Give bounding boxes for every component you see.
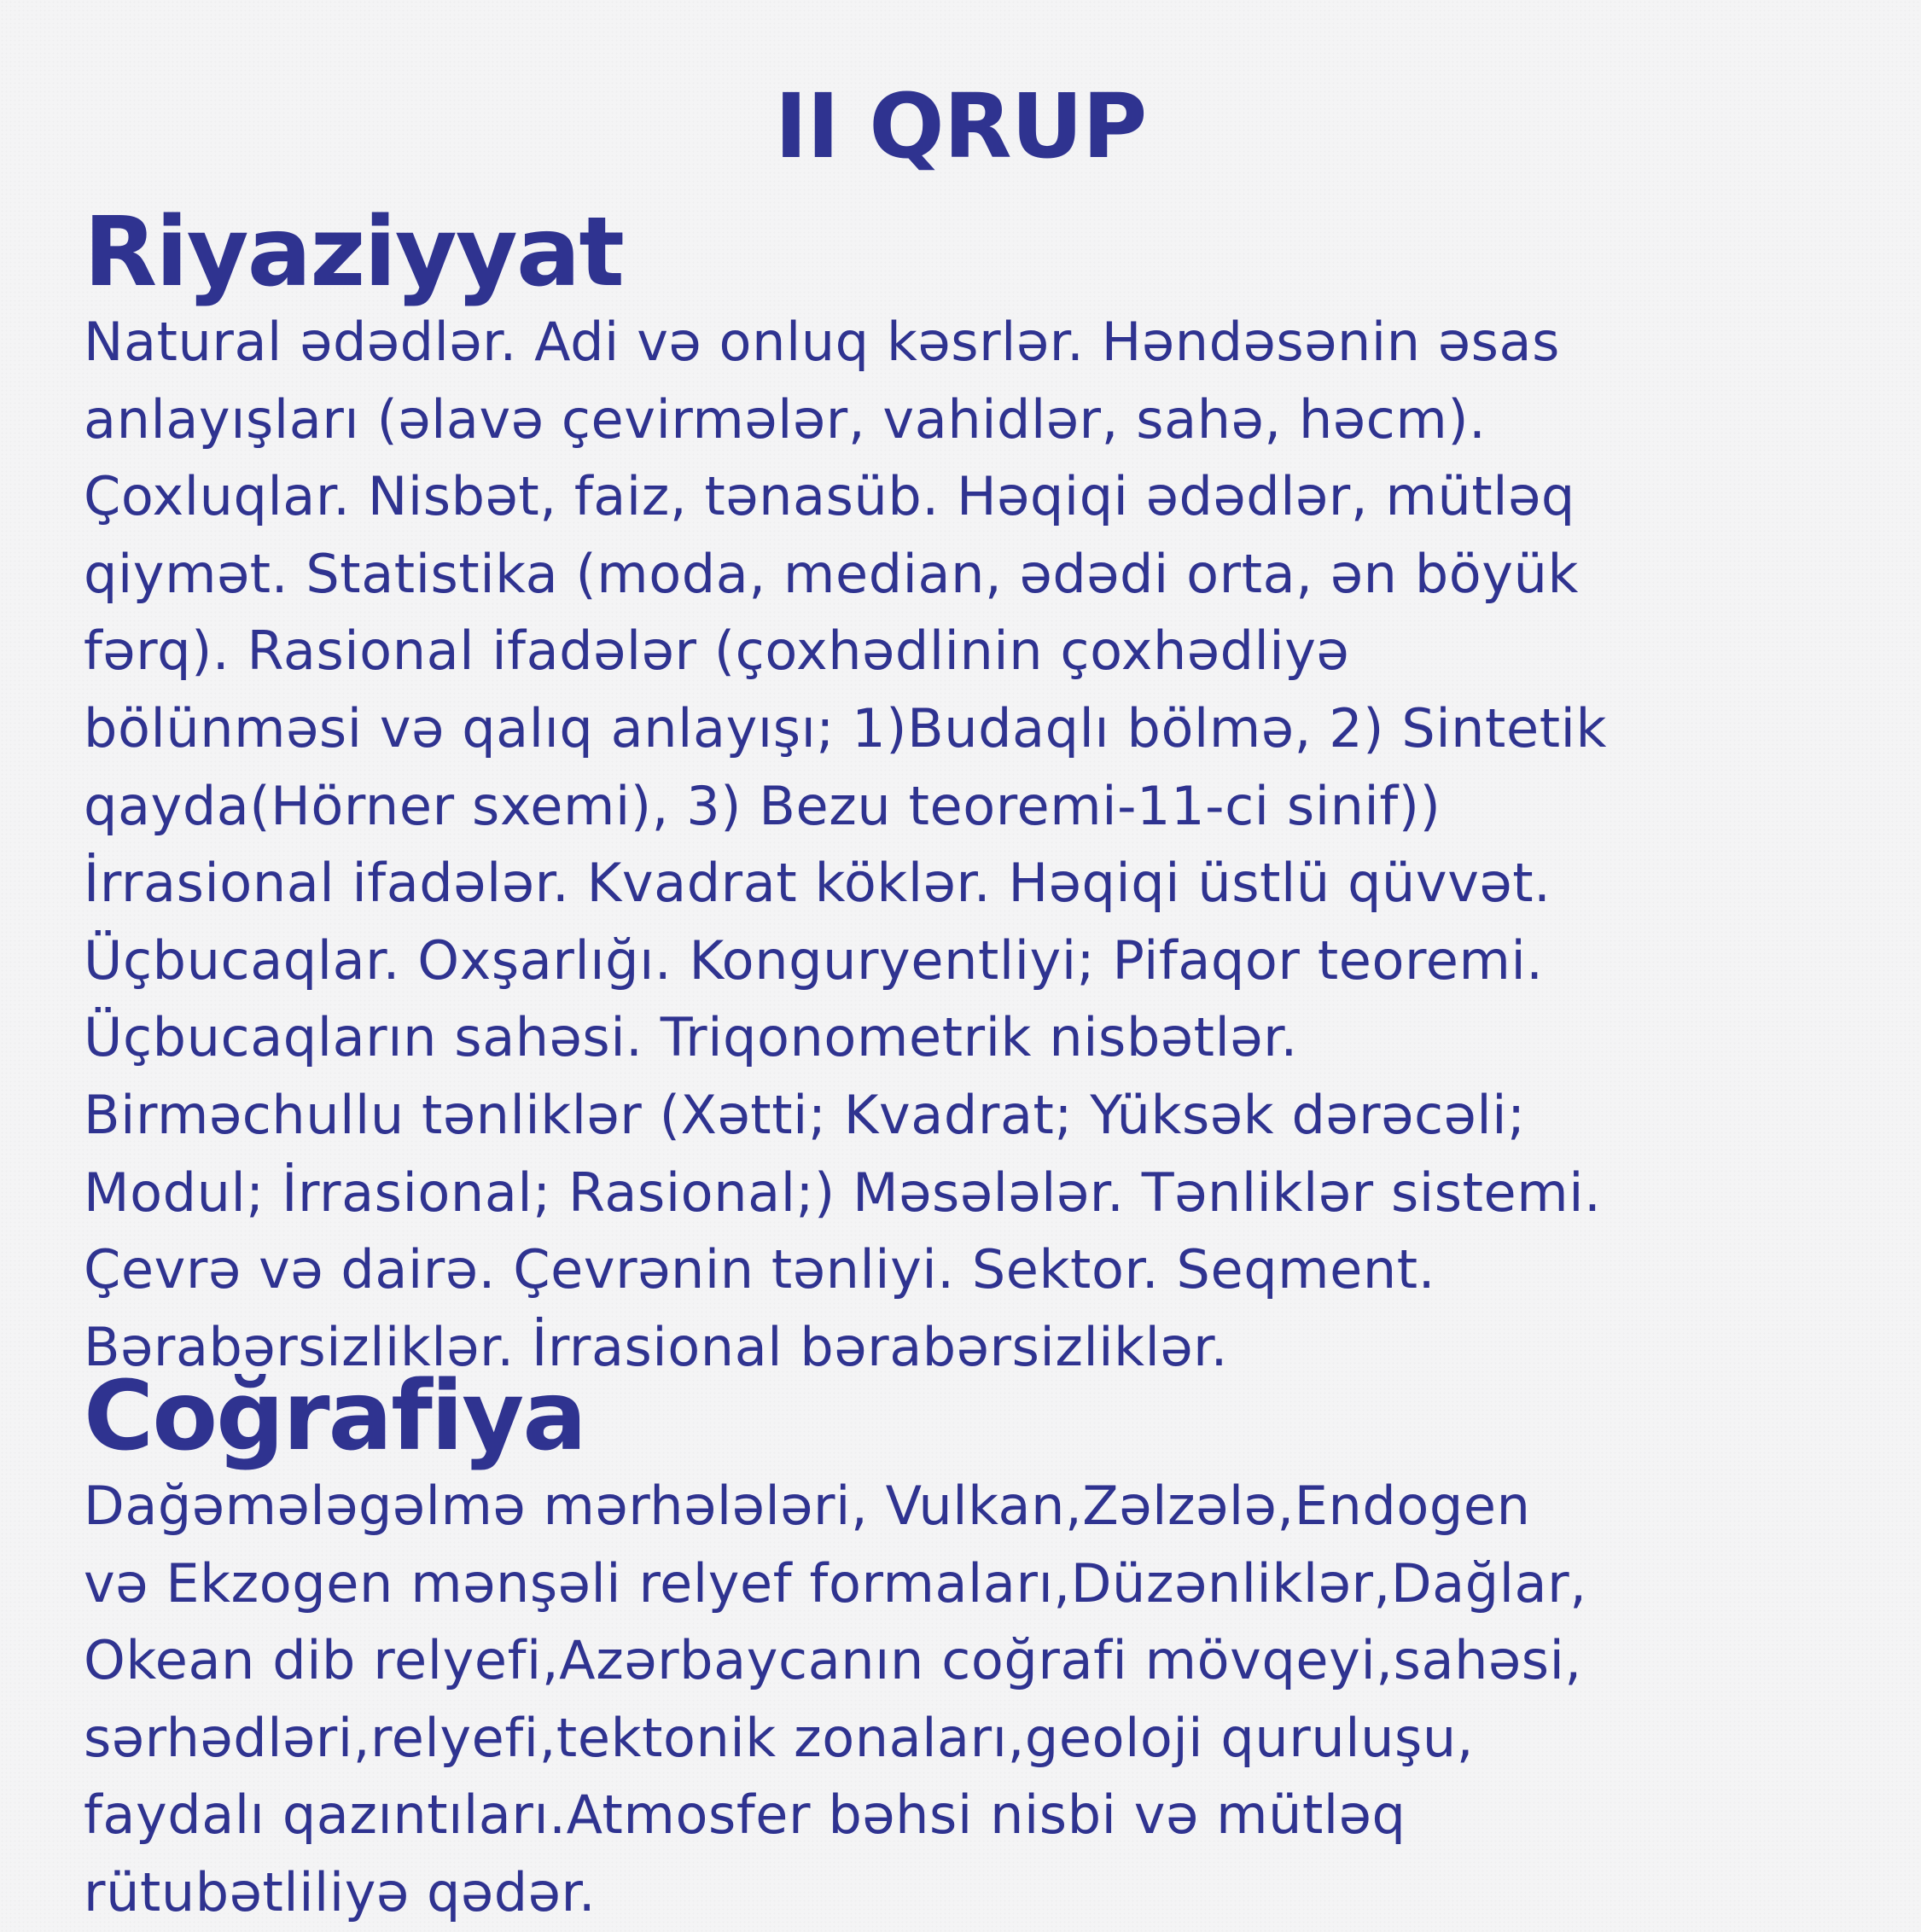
text-line: sərhədləri,relyefi,tektonik zonaları,geoloji quruluşu, — [84, 1706, 1475, 1769]
text-line: Üçbucaqların sahəsi. Triqonometrik nisbətlər. — [84, 1006, 1298, 1069]
text-line: Modul; İrrasional; Rasional;) Məsələlər. Tənliklər sistemi. — [84, 1161, 1602, 1224]
text-line: rütubətliliyə qədər. — [84, 1860, 597, 1923]
text-line: və Ekzogen mənşəli relyef formaları,Düzənliklər,Dağlar, — [84, 1551, 1587, 1615]
text-line: qiymət. Statistika (moda, median, ədədi orta, ən böyük — [84, 542, 1579, 605]
section-riyaziyyat — [84, 197, 1910, 1386]
text-line: Üçbucaqlar. Oxşarlığı. Konguryentliyi; Pifaqor teoremi. — [84, 928, 1544, 992]
text-line: anlayışları (əlavə çevirmələr, vahidlər, sahə, həcm). — [84, 387, 1487, 451]
section-body-cografiya — [84, 1468, 1910, 1932]
page-title: II QRUP — [774, 74, 1147, 178]
text-line: qayda(Hörner sxemi), 3) Bezu teoremi-11-ci sinif)) — [84, 774, 1441, 837]
section-cografiya — [84, 1361, 1910, 1932]
text-line: Çevrə və dairə. Çevrənin tənliyi. Sektor. Seqment. — [84, 1238, 1436, 1301]
text-line: Bərabərsizliklər. İrrasional bərabərsizliklər. — [84, 1315, 1228, 1378]
text-line: İrrasional ifadələr. Kvadrat köklər. Həqiqi üstlü qüvvət. — [84, 852, 1551, 915]
text-line: Dağəmələgəlmə mərhələləri, Vulkan,Zəlzələ,Endogen — [84, 1475, 1531, 1537]
text-line: faydalı qazıntıları.Atmosfer bəhsi nisbi və mütləq — [84, 1784, 1406, 1847]
section-heading-riyaziyyat: Riyaziyyat — [84, 197, 623, 308]
text-line: Okean dib relyefi,Azərbaycanın coğrafi mövqeyi,sahəsi, — [84, 1629, 1582, 1692]
section-body-riyaziyyat — [84, 304, 1910, 1386]
text-line: fərq). Rasional ifadələr (çoxhədlinin çoxhədliyə — [84, 620, 1350, 683]
text-line: bölünməsi və qalıq anlayışı; 1)Budaqlı bölmə, 2) Sintetik — [84, 696, 1607, 759]
text-line: Birməchullu tənliklər (Xətti; Kvadrat; Yüksək dərəcəli; — [84, 1083, 1526, 1146]
section-heading-cografiya: Coğrafiya — [84, 1361, 585, 1472]
text-line: Natural ədədlər. Adi və onluq kəsrlər. Həndəsənin əsas — [84, 311, 1561, 373]
text-line: Çoxluqlar. Nisbət, faiz, tənasüb. Həqiqi ədədlər, mütləq — [84, 465, 1575, 528]
